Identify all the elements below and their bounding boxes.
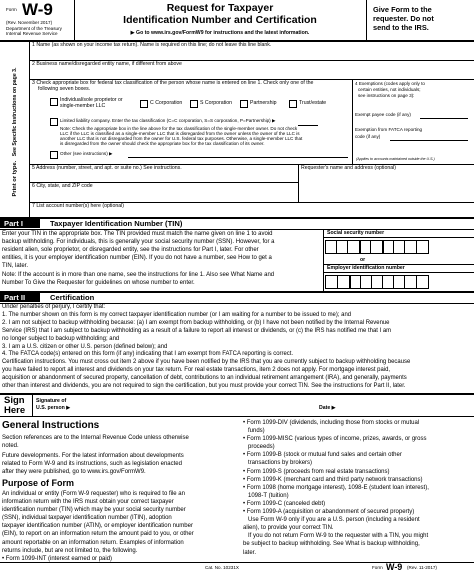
side-label <box>9 44 23 220</box>
llc-note-line-3: another LLC that is not disregarded from the owner for U.S. federal tax purposes. Otherwise, a single-member LLC that <box>60 136 303 141</box>
exempt-payee-label: Exempt payee code (if any) <box>355 112 411 117</box>
footer-revision: (Rev. 11-2017) <box>407 565 437 570</box>
address-input[interactable] <box>32 172 297 181</box>
signature-label-2: U.S. person ▶ <box>36 405 71 411</box>
fatca-applies-note: (Applies to accounts maintained outside the U.S.) <box>356 157 435 161</box>
part-1-tag: Part I <box>4 219 23 228</box>
future-developments: Future developments. For the latest information about developments related to Form W-9 and its instructions, such as legislation enacted after they were published, go to www.irs.gov/FormW9. <box>2 453 184 476</box>
requester-input[interactable] <box>301 172 471 201</box>
line-3-label-2: following seven boxes. <box>38 86 91 92</box>
exemptions-label-2: certain entities, not individuals; <box>358 87 421 92</box>
llc-note-line-2: LLC if the LLC is classified as a single-member LLC that is disregarded from the owner unless the owner of the LLC is <box>60 131 300 136</box>
fatca-label-2: code (if any) <box>355 134 381 139</box>
part-1-instructions: Enter your TIN in the appropriate box. The TIN provided must match the name given on line 1 to avoid backup withholding. For individuals, this is generally your social security number (SSN). However, for a resident alien, sole proprietor, or disregarded entity, see the instructions for Part I, later. For other entities, it is your employer identification number (EIN). If you do not have a number, see How to get a TIN, later. <box>2 231 275 269</box>
give-form-line-1: Give Form to the <box>373 5 432 14</box>
revision-date: (Rev. November 2017) <box>6 20 53 25</box>
individual-label-1: Individual/sole proprietor or <box>60 97 123 103</box>
signature-field[interactable] <box>82 398 312 412</box>
line-5-label: 5 Address (number, street, and apt. or suite no.) See instructions. <box>32 165 182 171</box>
general-instructions-title: General Instructions <box>2 420 100 431</box>
llc-checkbox[interactable] <box>50 118 58 126</box>
trust-estate-checkbox[interactable] <box>289 100 297 108</box>
line-6-label: 6 City, state, and ZIP code <box>32 183 93 189</box>
line-2-label: 2 Business name/disregarded entity name, if different from above <box>32 61 182 67</box>
fatca-label-1: Exemption from FATCA reporting <box>355 127 423 132</box>
footer-form-number: W-9 <box>386 562 403 572</box>
line-3-label-1: 3 Check appropriate box for federal tax classification of the person whose name is entered on line 1. Check only one of the <box>32 80 314 86</box>
information-returns-list: • Form 1099-DIV (dividends, including those from stocks or mutual funds) • Form 1099-MISC (various types of income, prizes, awards, or gross proceeds) • Form 1099-B (stock or mutual fund sales and certain other transactions by brokers) • Form 1099-S (proceeds from real estate transactions) • Form 1099-K (merchant card and third party network transactions) • Form 1098 (home mortgage interest), 1098-E (student loan interest), 1098-T (tuition) • Form 1099-C (canceled debt) • Form 1099-A (acquisition or abandonment of secured property) Use Form W-9 only if you are a U.S. person (including a resident alien), to provide your correct TIN. If you do not return Form W-9 to the requester with a TIN, you might be subject to backup withholding. See What is backup withholding, later. <box>243 420 429 556</box>
s-corp-label: S Corporation <box>200 100 233 106</box>
trust-estate-label: Trust/estate <box>299 100 327 106</box>
general-intro: Section references are to the Internal Revenue Code unless otherwise noted. <box>2 435 189 450</box>
footer-form-word: Form <box>372 565 383 570</box>
catalog-number: Cat. No. 10231X <box>205 565 239 570</box>
see-specific-instructions-label: See Specific Instructions on page 3. <box>12 67 18 157</box>
print-or-type-label: Print or type. <box>12 160 18 197</box>
form-title-line-1: Request for Taxpayer <box>166 2 274 14</box>
ssn-label: Social security number <box>327 230 385 236</box>
form-title-line-2: Identification Number and Certification <box>123 14 317 26</box>
individual-checkbox[interactable] <box>50 98 58 106</box>
other-label: Other (see instructions) ▶ <box>60 151 113 156</box>
business-name-input[interactable] <box>32 68 472 78</box>
exemptions-label-3: see instructions on page 3): <box>358 93 415 98</box>
llc-label: Limited liability company. Enter the tax classification (C=C corporation, S=S corporation, P=Partnership) ▶ <box>60 118 276 123</box>
give-form-line-2: requester. Do not <box>373 14 434 23</box>
exemptions-label-1: 4 Exemptions (codes apply only to <box>355 81 425 86</box>
fatca-code-input[interactable] <box>390 134 468 141</box>
date-label: Date ▶ <box>319 405 336 411</box>
signature-label-1: Signature of <box>36 398 67 404</box>
name-input[interactable] <box>32 49 472 60</box>
instructions-link-line[interactable]: ▶ Go to www.irs.gov/FormW9 for instructions and the latest information. <box>130 30 310 36</box>
ein-label: Employer identification number <box>327 265 405 271</box>
line-1-label: 1 Name (as shown on your income tax return). Name is required on this line; do not leave this line blank. <box>32 42 272 48</box>
form-word: Form <box>6 7 17 12</box>
other-checkbox[interactable] <box>50 151 58 159</box>
partnership-label: Partnership <box>250 100 277 106</box>
part-1-title: Taxpayer Identification Number (TIN) <box>50 219 183 228</box>
purpose-of-form-title: Purpose of Form <box>2 478 75 488</box>
date-field[interactable] <box>340 398 470 412</box>
here-label: Here <box>4 405 26 416</box>
individual-label-2: single-member LLC <box>60 103 106 109</box>
give-form-line-3: send to the IRS. <box>373 23 429 32</box>
line-7-label: 7 List account number(s) here (optional) <box>32 203 124 209</box>
llc-classification-input[interactable] <box>298 118 318 126</box>
city-input[interactable] <box>32 190 297 200</box>
department-line-2: Internal Revenue Service <box>6 31 58 36</box>
part-1-note: Note: If the account is in more than one name, see the instructions for line 1. Also see What Name and Number To Give the Requester for guidelines on whose number to enter. <box>2 272 275 286</box>
or-label: or <box>360 257 366 263</box>
department-line-1: Department of the Treasury <box>6 26 62 31</box>
requester-label: Requester's name and address (optional) <box>301 165 396 171</box>
c-corp-label: C Corporation <box>150 100 183 106</box>
sign-label: Sign <box>4 395 25 406</box>
llc-note-line-4: is disregarded from the owner should check the appropriate box for the tax classification of its owner. <box>60 141 265 146</box>
certification-text: Under penalties of perjury, I certify that: 1. The number shown on this form is my correct taxpayer identification number (or I am waiting for a number to be issued to me); and 2. I am not subject to backup withholding because: (a) I am exempt from backup withholding, or (b) I have not been notified by the Internal Revenue Service (IRS) that I am subject to backup withholding as a result of a failure to report all interest or dividends, or (c) the IRS has notified me that I am no longer subject to backup withholding; and 3. I am a U.S. citizen or other U.S. person (defined below); and 4. The FATCA code(s) entered on this form (if any) indicating that I am exempt from FATCA reporting is correct. Certification instructions. You must cross out item 2 above if you have been notified by the IRS that you are currently subject to backup withholding because you have failed to report all interest and dividends on your tax return. For real estate transactions, item 2 does not apply. For mortgage interest paid, acquisition or abandonment of secured property, cancellation of debt, contributions to an individual retirement arrangement (IRA), and generally, payments other than interest and dividends, you are not required to sign the certification, but you must provide your correct TIN. See the instructions for Part II, later. <box>2 304 411 390</box>
other-input[interactable] <box>128 151 348 158</box>
purpose-of-form-text: An individual or entity (Form W-9 requester) who is required to file an information return with the IRS must obtain your correct taxpayer identification number (TIN) which may be your social security number (SSN), individual taxpayer identification number (ITIN), adoption taxpayer identification number (ATIN), or employer identification number (EIN), to report on an information return the amount paid to you, or other amount reportable on an information return. Examples of information returns include, but are not limited to, the following. • Form 1099-INT (interest earned or paid) <box>2 491 194 562</box>
account-numbers-input[interactable] <box>32 210 472 216</box>
c-corp-checkbox[interactable] <box>140 100 148 108</box>
partnership-checkbox[interactable] <box>240 100 248 108</box>
form-number: W-9 <box>22 0 53 19</box>
part-2-tag: Part II <box>4 293 26 302</box>
ein-input[interactable] <box>325 275 429 289</box>
part-2-title: Certification <box>50 293 95 302</box>
ssn-input[interactable] <box>325 240 429 254</box>
exempt-payee-input[interactable] <box>420 112 468 119</box>
s-corp-checkbox[interactable] <box>190 100 198 108</box>
llc-note-line-1: Note: Check the appropriate box in the line above for the tax classification of the single-member owner. Do not check <box>60 126 298 131</box>
